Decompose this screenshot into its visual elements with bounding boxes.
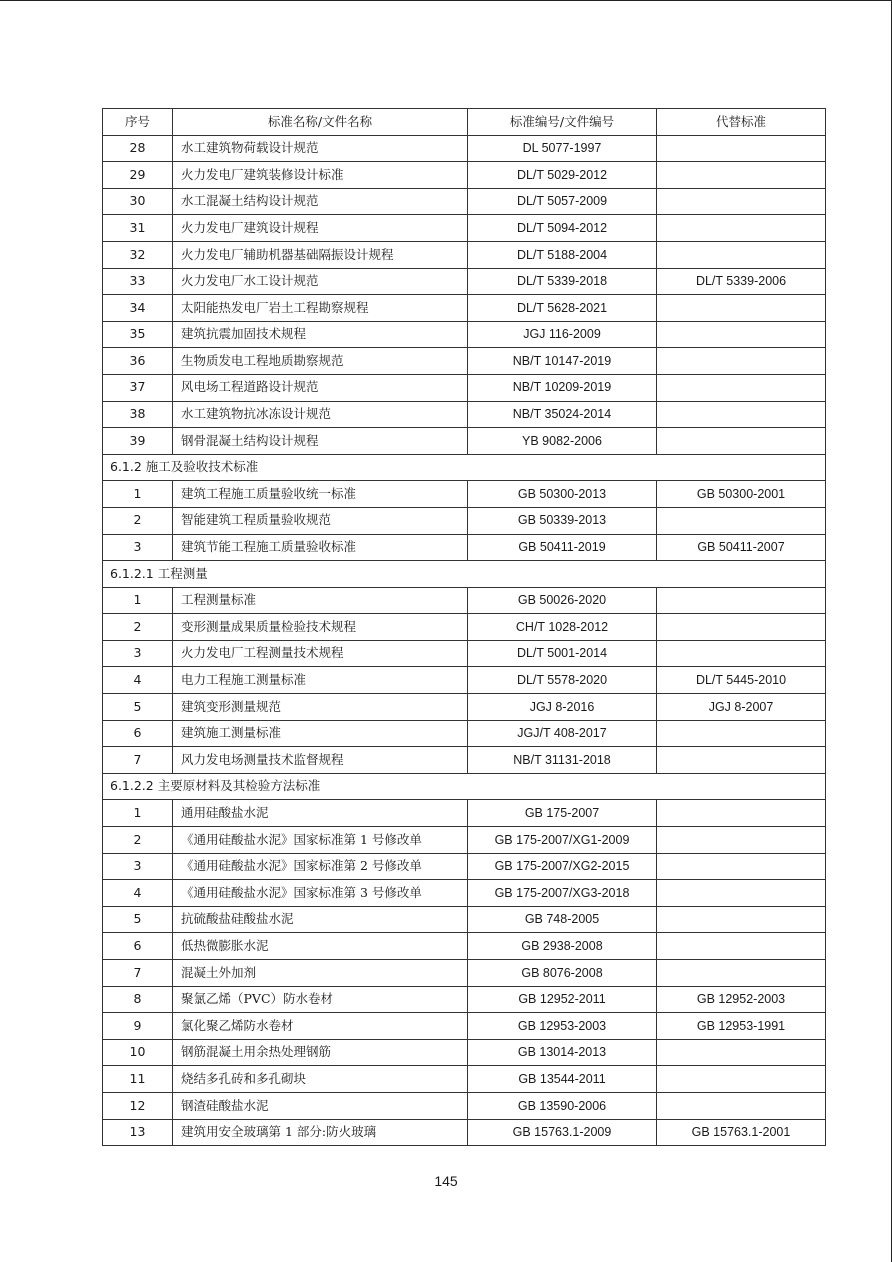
table-row — [103, 694, 826, 721]
cell-no: 3 — [103, 534, 173, 561]
cell-code: GB 12953-2003 — [468, 1013, 657, 1040]
cell-name: 建筑工程施工质量验收统一标准 — [173, 481, 468, 508]
cell-replaces — [657, 162, 826, 189]
cell-code: YB 9082-2006 — [468, 428, 657, 455]
table-row — [103, 1092, 826, 1119]
cell-no: 31 — [103, 215, 173, 242]
cell-replaces — [657, 587, 826, 614]
cell-replaces — [657, 1092, 826, 1119]
cell-no: 6 — [103, 720, 173, 747]
table-row — [103, 295, 826, 322]
cell-no: 2 — [103, 614, 173, 641]
cell-name: 混凝土外加剂 — [173, 960, 468, 987]
cell-no: 39 — [103, 428, 173, 455]
section-row — [103, 773, 826, 800]
table-row — [103, 268, 826, 295]
cell-no: 10 — [103, 1039, 173, 1066]
cell-replaces — [657, 321, 826, 348]
table-body — [103, 135, 826, 1146]
cell-name: 烧结多孔砖和多孔砌块 — [173, 1066, 468, 1093]
cell-no: 8 — [103, 986, 173, 1013]
section-row — [103, 454, 826, 481]
cell-code: GB 50339-2013 — [468, 507, 657, 534]
cell-replaces — [657, 880, 826, 907]
cell-name: 火力发电厂工程测量技术规程 — [173, 640, 468, 667]
cell-replaces — [657, 295, 826, 322]
cell-replaces — [657, 215, 826, 242]
cell-replaces: DL/T 5445-2010 — [657, 667, 826, 694]
cell-name: 聚氯乙烯（PVC）防水卷材 — [173, 986, 468, 1013]
cell-name: 建筑抗震加固技术规程 — [173, 321, 468, 348]
cell-replaces — [657, 374, 826, 401]
cell-code: DL 5077-1997 — [468, 135, 657, 162]
cell-replaces — [657, 960, 826, 987]
cell-code: DL/T 5001-2014 — [468, 640, 657, 667]
cell-replaces — [657, 614, 826, 641]
cell-no: 5 — [103, 694, 173, 721]
table-row — [103, 827, 826, 854]
cell-code: JGJ 8-2016 — [468, 694, 657, 721]
cell-name: 《通用硅酸盐水泥》国家标准第 3 号修改单 — [173, 880, 468, 907]
table-row — [103, 906, 826, 933]
cell-code: NB/T 10147-2019 — [468, 348, 657, 375]
cell-name: 火力发电厂建筑设计规程 — [173, 215, 468, 242]
table-row — [103, 374, 826, 401]
cell-name: 《通用硅酸盐水泥》国家标准第 1 号修改单 — [173, 827, 468, 854]
cell-no: 1 — [103, 481, 173, 508]
cell-no: 1 — [103, 800, 173, 827]
table-row — [103, 241, 826, 268]
cell-name: 低热微膨胀水泥 — [173, 933, 468, 960]
table-header-row — [103, 109, 826, 136]
cell-code: GB 50026-2020 — [468, 587, 657, 614]
cell-no: 1 — [103, 587, 173, 614]
cell-replaces — [657, 933, 826, 960]
cell-code: NB/T 35024-2014 — [468, 401, 657, 428]
table-row — [103, 1039, 826, 1066]
cell-no: 9 — [103, 1013, 173, 1040]
cell-code: GB 175-2007/XG2-2015 — [468, 853, 657, 880]
cell-code: GB 2938-2008 — [468, 933, 657, 960]
cell-name: 水工建筑物荷载设计规范 — [173, 135, 468, 162]
table-row — [103, 1119, 826, 1146]
cell-no: 36 — [103, 348, 173, 375]
cell-replaces — [657, 507, 826, 534]
cell-name: 风电场工程道路设计规范 — [173, 374, 468, 401]
cell-name: 水工建筑物抗冰冻设计规范 — [173, 401, 468, 428]
cell-no: 6 — [103, 933, 173, 960]
cell-replaces — [657, 827, 826, 854]
cell-no: 13 — [103, 1119, 173, 1146]
cell-replaces — [657, 401, 826, 428]
cell-replaces: GB 50411-2007 — [657, 534, 826, 561]
table-row — [103, 800, 826, 827]
cell-name: 通用硅酸盐水泥 — [173, 800, 468, 827]
section-row — [103, 561, 826, 588]
cell-name: 太阳能热发电厂岩土工程勘察规程 — [173, 295, 468, 322]
table-row — [103, 587, 826, 614]
cell-code: GB 175-2007/XG1-2009 — [468, 827, 657, 854]
cell-no: 28 — [103, 135, 173, 162]
cell-code: DL/T 5578-2020 — [468, 667, 657, 694]
table-row — [103, 401, 826, 428]
section-title: 6.1.2 施工及验收技术标准 — [103, 454, 826, 481]
cell-name: 建筑用安全玻璃第 1 部分:防火玻璃 — [173, 1119, 468, 1146]
table-row — [103, 880, 826, 907]
section-title: 6.1.2.1 工程测量 — [103, 561, 826, 588]
table-row — [103, 188, 826, 215]
table-row — [103, 640, 826, 667]
cell-replaces: GB 12953-1991 — [657, 1013, 826, 1040]
cell-name: 建筑节能工程施工质量验收标准 — [173, 534, 468, 561]
header-code: 标准编号/文件编号 — [468, 109, 657, 136]
cell-code: GB 175-2007/XG3-2018 — [468, 880, 657, 907]
cell-name: 抗硫酸盐硅酸盐水泥 — [173, 906, 468, 933]
cell-replaces — [657, 348, 826, 375]
cell-name: 钢筋混凝土用余热处理钢筋 — [173, 1039, 468, 1066]
page-number: 145 — [434, 1173, 458, 1189]
cell-name: 智能建筑工程质量验收规范 — [173, 507, 468, 534]
table-row — [103, 321, 826, 348]
table-row — [103, 747, 826, 774]
cell-replaces — [657, 188, 826, 215]
cell-replaces: JGJ 8-2007 — [657, 694, 826, 721]
cell-no: 32 — [103, 241, 173, 268]
cell-code: JGJ/T 408-2017 — [468, 720, 657, 747]
cell-name: 建筑变形测量规范 — [173, 694, 468, 721]
cell-code: JGJ 116-2009 — [468, 321, 657, 348]
cell-code: GB 50411-2019 — [468, 534, 657, 561]
cell-code: DL/T 5188-2004 — [468, 241, 657, 268]
cell-replaces — [657, 906, 826, 933]
table-row — [103, 1066, 826, 1093]
cell-name: 生物质发电工程地质勘察规范 — [173, 348, 468, 375]
table-row — [103, 933, 826, 960]
cell-no: 5 — [103, 906, 173, 933]
cell-name: 钢骨混凝土结构设计规程 — [173, 428, 468, 455]
table-row — [103, 135, 826, 162]
cell-name: 氯化聚乙烯防水卷材 — [173, 1013, 468, 1040]
cell-no: 34 — [103, 295, 173, 322]
cell-no: 7 — [103, 960, 173, 987]
cell-replaces: GB 50300-2001 — [657, 481, 826, 508]
cell-name: 火力发电厂辅助机器基础隔振设计规程 — [173, 241, 468, 268]
cell-name: 火力发电厂水工设计规范 — [173, 268, 468, 295]
table-row — [103, 534, 826, 561]
cell-name: 《通用硅酸盐水泥》国家标准第 2 号修改单 — [173, 853, 468, 880]
cell-code: GB 13544-2011 — [468, 1066, 657, 1093]
table-row — [103, 507, 826, 534]
table-row — [103, 1013, 826, 1040]
header-name: 标准名称/文件名称 — [173, 109, 468, 136]
cell-no: 4 — [103, 880, 173, 907]
cell-replaces — [657, 135, 826, 162]
cell-code: GB 12952-2011 — [468, 986, 657, 1013]
cell-replaces: DL/T 5339-2006 — [657, 268, 826, 295]
cell-no: 30 — [103, 188, 173, 215]
cell-code: NB/T 10209-2019 — [468, 374, 657, 401]
cell-name: 风力发电场测量技术监督规程 — [173, 747, 468, 774]
table-row — [103, 162, 826, 189]
cell-no: 2 — [103, 827, 173, 854]
cell-no: 7 — [103, 747, 173, 774]
cell-name: 变形测量成果质量检验技术规程 — [173, 614, 468, 641]
table-row — [103, 720, 826, 747]
cell-name: 水工混凝土结构设计规范 — [173, 188, 468, 215]
cell-code: GB 50300-2013 — [468, 481, 657, 508]
cell-no: 38 — [103, 401, 173, 428]
cell-replaces — [657, 1066, 826, 1093]
table-row — [103, 614, 826, 641]
cell-replaces — [657, 241, 826, 268]
cell-code: DL/T 5094-2012 — [468, 215, 657, 242]
header-no: 序号 — [103, 109, 173, 136]
cell-replaces — [657, 800, 826, 827]
cell-no: 29 — [103, 162, 173, 189]
cell-name: 电力工程施工测量标准 — [173, 667, 468, 694]
cell-replaces — [657, 720, 826, 747]
cell-replaces — [657, 853, 826, 880]
cell-code: NB/T 31131-2018 — [468, 747, 657, 774]
cell-code: GB 15763.1-2009 — [468, 1119, 657, 1146]
cell-replaces — [657, 640, 826, 667]
cell-code: DL/T 5057-2009 — [468, 188, 657, 215]
cell-no: 37 — [103, 374, 173, 401]
cell-name: 工程测量标准 — [173, 587, 468, 614]
table-row — [103, 667, 826, 694]
cell-replaces: GB 12952-2003 — [657, 986, 826, 1013]
cell-no: 4 — [103, 667, 173, 694]
table-row — [103, 348, 826, 375]
cell-code: GB 13590-2006 — [468, 1092, 657, 1119]
table-row — [103, 481, 826, 508]
table-row — [103, 853, 826, 880]
cell-no: 3 — [103, 640, 173, 667]
cell-code: DL/T 5628-2021 — [468, 295, 657, 322]
cell-no: 33 — [103, 268, 173, 295]
table-row — [103, 428, 826, 455]
cell-replaces — [657, 747, 826, 774]
cell-no: 35 — [103, 321, 173, 348]
page-top-edge — [0, 0, 892, 1]
cell-no: 2 — [103, 507, 173, 534]
cell-code: DL/T 5029-2012 — [468, 162, 657, 189]
cell-replaces: GB 15763.1-2001 — [657, 1119, 826, 1146]
cell-no: 12 — [103, 1092, 173, 1119]
table-row — [103, 960, 826, 987]
cell-code: GB 13014-2013 — [468, 1039, 657, 1066]
cell-no: 11 — [103, 1066, 173, 1093]
cell-code: GB 748-2005 — [468, 906, 657, 933]
cell-name: 钢渣硅酸盐水泥 — [173, 1092, 468, 1119]
cell-name: 火力发电厂建筑装修设计标准 — [173, 162, 468, 189]
cell-name: 建筑施工测量标准 — [173, 720, 468, 747]
table-row — [103, 215, 826, 242]
cell-no: 3 — [103, 853, 173, 880]
cell-replaces — [657, 428, 826, 455]
cell-code: GB 175-2007 — [468, 800, 657, 827]
standards-table — [102, 108, 826, 1146]
cell-code: GB 8076-2008 — [468, 960, 657, 987]
cell-replaces — [657, 1039, 826, 1066]
table-row — [103, 986, 826, 1013]
header-replaces: 代替标准 — [657, 109, 826, 136]
section-title: 6.1.2.2 主要原材料及其检验方法标准 — [103, 773, 826, 800]
cell-code: DL/T 5339-2018 — [468, 268, 657, 295]
cell-code: CH/T 1028-2012 — [468, 614, 657, 641]
